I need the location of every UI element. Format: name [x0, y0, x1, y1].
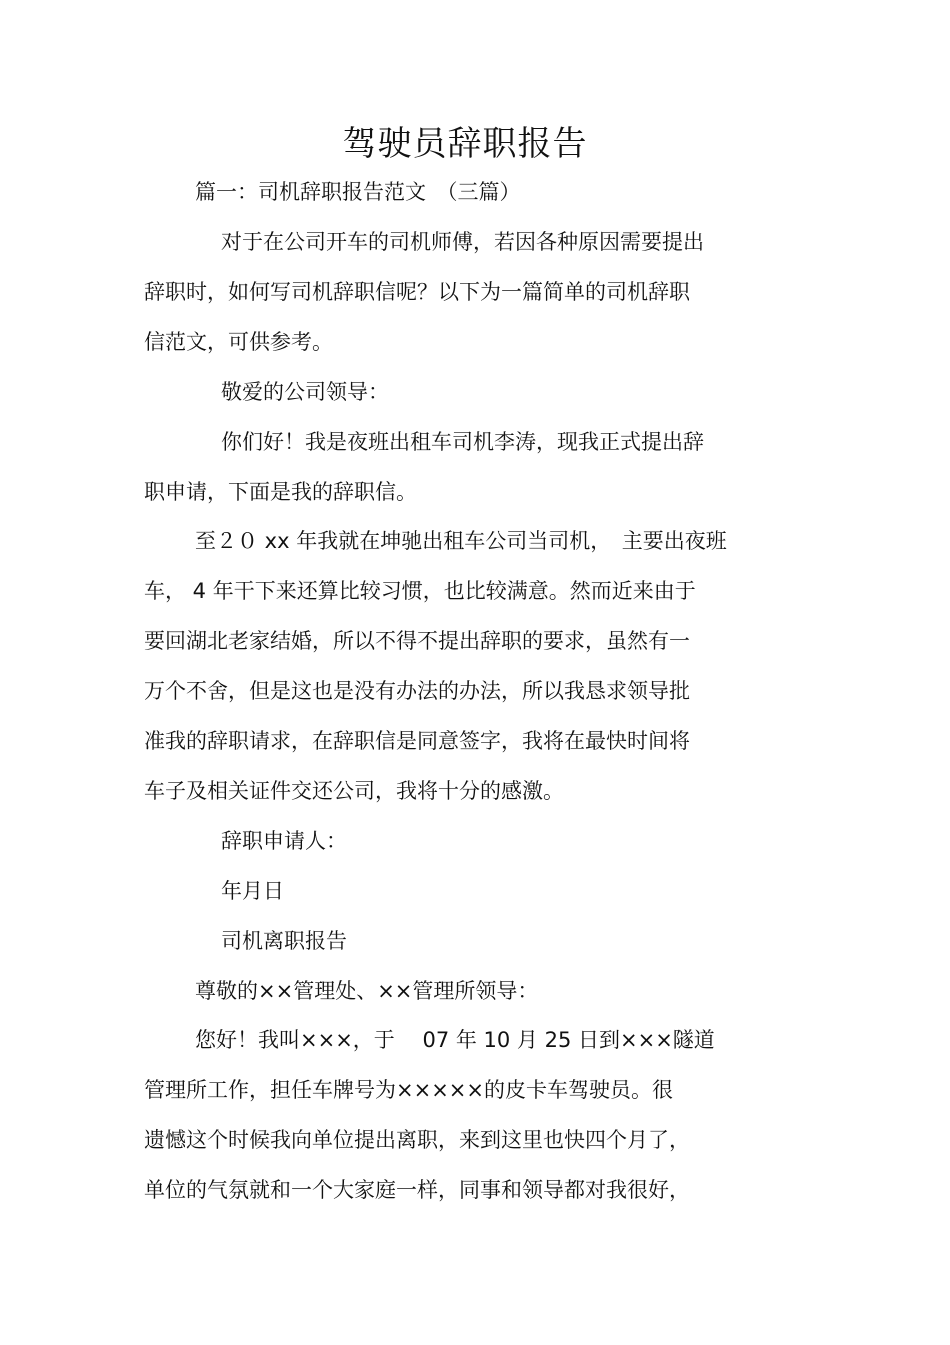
paragraph-line: 职申请，下面是我的辞职信。: [144, 480, 417, 504]
paragraph-line: 车子及相关证件交还公司，我将十分的感激。: [144, 779, 564, 803]
paragraph-line: 至２０ xx 年我就在坤驰出租车公司当司机， 主要出夜班: [195, 529, 727, 553]
paragraph-line: 万个不舍，但是这也是没有办法的办法，所以我恳求领导批: [144, 679, 690, 703]
paragraph-line: 遗憾这个时候我向单位提出离职，来到这里也快四个月了，: [144, 1128, 690, 1152]
paragraph-line: 信范文，可供参考。: [144, 330, 333, 354]
paragraph-line: 要回湖北老家结婚，所以不得不提出辞职的要求，虽然有一: [144, 629, 690, 653]
paragraph-line: 您好！我叫×××，于 07 年 10 月 25 日到×××隧道: [195, 1028, 715, 1052]
section-heading: 篇一：司机辞职报告范文 （三篇）: [195, 180, 521, 204]
paragraph-line: 准我的辞职请求，在辞职信是同意签字，我将在最快时间将: [144, 729, 690, 753]
signature-label: 辞职申请人：: [221, 829, 347, 853]
salutation-line: 尊敬的××管理处、××管理所领导：: [195, 979, 539, 1003]
paragraph-line: 对于在公司开车的司机师傅，若因各种原因需要提出: [221, 230, 704, 254]
paragraph-line: 辞职时，如何写司机辞职信呢？以下为一篇简单的司机辞职: [144, 280, 690, 304]
paragraph-line: 你们好！我是夜班出租车司机李涛，现我正式提出辞: [221, 430, 704, 454]
date-label: 年月日: [221, 879, 284, 903]
paragraph-line: 单位的气氛就和一个大家庭一样，同事和领导都对我很好，: [144, 1178, 690, 1202]
salutation-line: 敬爱的公司领导：: [221, 380, 389, 404]
paragraph-line: 车， 4 年干下来还算比较习惯，也比较满意。然而近来由于: [144, 579, 696, 603]
document-title: 驾驶员辞职报告: [342, 124, 588, 164]
paragraph-line: 管理所工作，担任车牌号为×××××的皮卡车驾驶员。很: [144, 1078, 673, 1102]
section-heading: 司机离职报告: [221, 929, 347, 953]
